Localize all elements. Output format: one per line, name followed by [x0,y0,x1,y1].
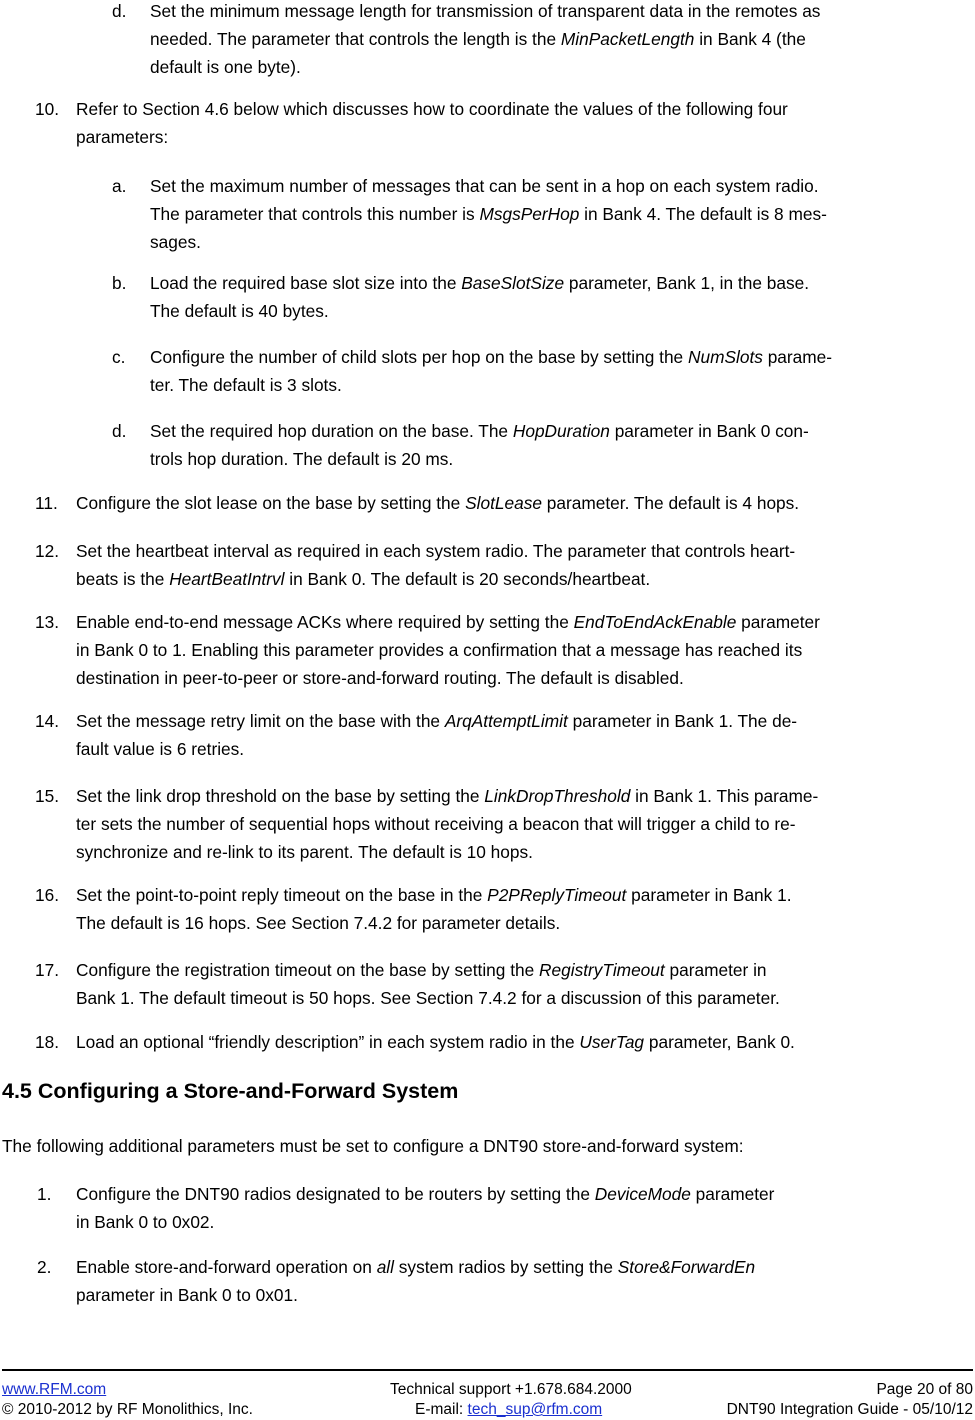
list-number: 1. [37,1184,52,1204]
text-line [76,1281,298,1309]
text-run: Enable store-and-forward operation on [76,1257,377,1277]
text-line [76,1253,755,1281]
list-number: c. [112,347,126,367]
text-run: in Bank 4. The default is 8 mes- [579,204,827,224]
text-run: Set the maximum number of messages that can be sent in a hop on each system radio. [150,176,819,196]
text-line [76,782,818,810]
parameter-name: MinPacketLength [560,29,695,49]
text-line [76,1208,214,1236]
text-line [76,735,244,763]
text-run: Load the required base slot size into the [150,273,462,293]
parameter-name: LinkDropThreshold [484,786,631,806]
text-run: parame- [762,347,833,367]
text-line [76,881,792,909]
list-number: b. [112,273,127,293]
text-line [150,200,827,228]
text-line [76,636,802,664]
text-run: default is one byte). [150,57,301,77]
text-line [76,956,767,984]
list-number: 13. [35,612,60,632]
text-run: Set the point-to-point reply timeout on the base in the [76,885,488,905]
parameter-name: ArqAttemptLimit [444,711,568,731]
text-line [76,838,533,866]
text-line [76,608,820,636]
guide-title: DNT90 Integration Guide - 05/10/12 [726,1401,973,1418]
text-run: Configure the registration timeout on the base by setting the [76,960,540,980]
text-line [76,489,799,517]
text-line [150,25,806,53]
text-run: parameter in Bank 1. The de- [567,711,798,731]
footer-rule [2,1369,973,1371]
list-number: 10. [35,99,60,119]
website-link[interactable]: www.RFM.com [2,1381,107,1398]
section-intro: The following additional parameters must be set to configure a DNT90 store-and-forward system: [2,1136,744,1156]
text-run: in Bank 0. The default is 20 seconds/heartbeat. [284,569,651,589]
text-line [150,343,832,371]
list-number: 18. [35,1032,60,1052]
text-line [150,371,342,399]
text-run: Set the heartbeat interval as required in each system radio. The parameter that controls heart- [76,541,796,561]
email-line [415,1400,602,1420]
parameter-name: EndToEndAckEnable [573,612,737,632]
page-number: Page 20 of 80 [876,1381,973,1398]
text-run: parameter, Bank 1, in the base. [564,273,810,293]
text-run: needed. The parameter that controls the length is the [150,29,561,49]
text-line [76,909,560,937]
parameter-name: P2PReplyTimeout [487,885,627,905]
parameter-name: NumSlots [687,347,763,367]
text-run: sages. [150,232,201,252]
text-line [150,417,809,445]
parameter-name: all [376,1257,394,1277]
parameter-name: HeartBeatIntrvl [169,569,285,589]
list-number: 2. [37,1257,52,1277]
list-number: d. [112,421,127,441]
email-link[interactable]: tech_sup@rfm.com [467,1401,603,1418]
text-line [76,664,684,692]
text-run: Set the minimum message length for transmission of transparent data in the remotes as [150,1,821,21]
text-run: ter sets the number of sequential hops without receiving a beacon that will trigger a child to re- [76,814,796,834]
text-run: in Bank 0 to 0x02. [76,1212,215,1232]
text-run: parameter in Bank 0 con- [609,421,809,441]
text-run: trols hop duration. The default is 20 ms. [150,449,454,469]
text-run: Set the link drop threshold on the base by setting the [76,786,485,806]
text-run: beats is the [76,569,170,589]
text-run: The parameter that controls this number is [150,204,480,224]
text-line [76,707,797,735]
support-phone: Technical support +1.678.684.2000 [390,1381,632,1398]
text-run: parameter in Bank 1. [626,885,792,905]
list-number: 17. [35,960,60,980]
section-heading: 4.5 Configuring a Store-and-Forward System [2,1079,459,1103]
text-run: parameter in [664,960,767,980]
text-run: Enable end-to-end message ACKs where required by setting the [76,612,574,632]
text-line [76,123,168,151]
text-run: Configure the DNT90 radios designated to be routers by setting the [76,1184,595,1204]
text-line [150,53,301,81]
text-line [76,810,795,838]
text-run: The default is 40 bytes. [150,301,329,321]
text-run: in Bank 1. This parame- [630,786,819,806]
email-label: E-mail: [415,1401,468,1418]
parameter-name: DeviceMode [594,1184,691,1204]
list-number: 16. [35,885,60,905]
list-number: 14. [35,711,60,731]
parameter-name: BaseSlotSize [461,273,565,293]
parameter-name: SlotLease [465,493,542,513]
text-run: Bank 1. The default timeout is 50 hops. See Section 7.4.2 for a discussion of this parameter. [76,988,780,1008]
text-run: Set the message retry limit on the base with the [76,711,445,731]
text-line [150,0,820,25]
text-run: parameter, Bank 0. [644,1032,795,1052]
text-run: Set the required hop duration on the base. The [150,421,513,441]
text-run: in Bank 4 (the [694,29,806,49]
text-line [150,228,201,256]
list-number: 15. [35,786,60,806]
parameter-name: HopDuration [512,421,610,441]
text-run: system radios by setting the [393,1257,618,1277]
text-run: in Bank 0 to 1. Enabling this parameter provides a confirmation that a message has reached its [76,640,803,660]
text-line [76,565,650,593]
text-run: synchronize and re-link to its parent. The default is 10 hops. [76,842,533,862]
list-number: d. [112,1,127,21]
text-run: destination in peer-to-peer or store-and-forward routing. The default is disabled. [76,668,684,688]
list-number: 12. [35,541,60,561]
text-line [150,297,329,325]
text-run: parameter in Bank 0 to 0x01. [76,1285,298,1305]
text-run: parameter [736,612,820,632]
text-line [76,537,795,565]
list-number: a. [112,176,127,196]
parameter-name: RegistryTimeout [539,960,665,980]
text-run: Configure the number of child slots per hop on the base by setting the [150,347,688,367]
text-run: The default is 16 hops. See Section 7.4.2 for parameter details. [76,913,561,933]
parameter-name: UserTag [579,1032,645,1052]
text-run: Configure the slot lease on the base by setting the [76,493,466,513]
text-line [76,984,780,1012]
text-run: parameters: [76,127,169,147]
text-run: Load an optional “friendly description” in each system radio in the [76,1032,580,1052]
text-line [150,445,453,473]
text-run: Refer to Section 4.6 below which discusses how to coordinate the values of the following four [76,99,788,119]
text-line [76,95,788,123]
text-line [76,1180,774,1208]
parameter-name: Store&ForwardEn [617,1257,756,1277]
text-run: ter. The default is 3 slots. [150,375,342,395]
text-run: parameter [690,1184,775,1204]
list-number: 11. [35,493,58,513]
text-line [150,269,809,297]
copyright: © 2010-2012 by RF Monolithics, Inc. [2,1401,253,1418]
parameter-name: MsgsPerHop [479,204,580,224]
text-line [150,172,819,200]
text-run: parameter. The default is 4 hops. [541,493,800,513]
text-run: fault value is 6 retries. [76,739,245,759]
text-line [76,1028,795,1056]
